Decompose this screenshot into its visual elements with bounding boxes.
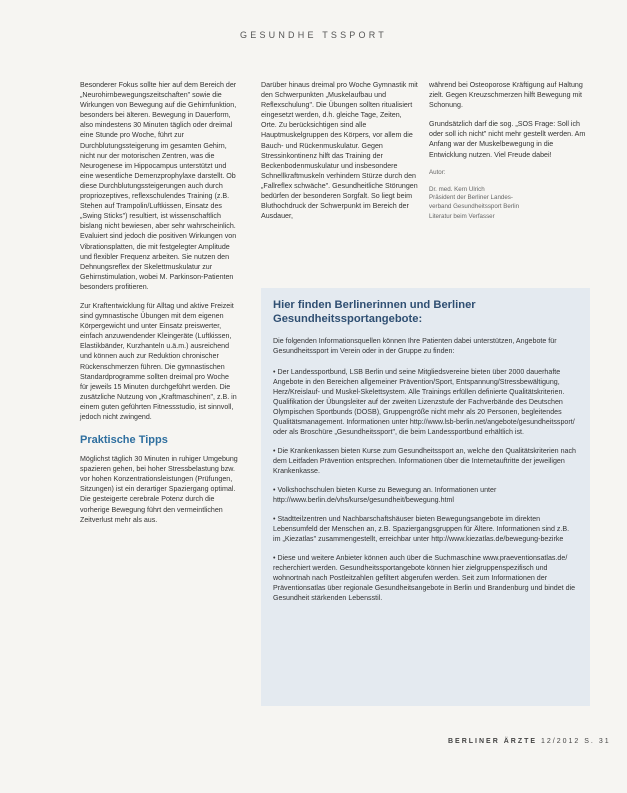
running-header: GESUNDHE TSSPORT xyxy=(240,30,387,40)
paragraph: Möglichst täglich 30 Minuten in ruhiger Umgebung spazieren gehen, bei hoher Stressbelastung bzw. vor hohen Konzentrationsleistungen (Prüfungen, Sitzungen) ist ein derartiger Spaziergang optimal. Die gesteigerte cerebrale Potenz durch die vorherige Bewegung führt den vermeintlichen Zeitverlust mehr als aus. xyxy=(80,455,238,524)
info-box-intro: Die folgenden Informationsquellen können Ihre Patienten dabei unterstützen, Angebote für Gesundheitssport im Verein oder in der Gruppe zu finden: xyxy=(273,337,557,355)
article-column-3 xyxy=(429,80,589,221)
info-box-item: • Diese und weitere Anbieter können auch über die Suchmaschine www.praeventionsatlas.de/ recherchiert werden. Gesundheitssportangebote können hier zielgruppenspezifisch und wohnortnah nach Postleitzahlen gefiltert abgerufen werden. Seit zum Informationen der Präventionsatlas über regionale Gesundheitsangebote in Berlin und Brandenburg und bindet die Gesundheit stärkenden Lebensstil. xyxy=(273,554,576,602)
paragraph: Darüber hinaus dreimal pro Woche Gymnastik mit den Schwerpunkten „Muskelaufbau und Reflexschulung". Die Übungen sollten ritualisiert eingesetzt werden, d.h. gleiche Tage, Zeiten, Orte. Zu berücksichtigen sind alle Hauptmuskelgruppen des Körpers, vor allem die Bauch- und Rückenmuskulatur. Gegen Stressinkontinenz hilft das Training der Beckenbodenmuskulatur und insbesondere Schnellkraftmuskeln verhindern Stürze durch den „Fallreflex schwäche". Gesundheitliche Störungen bedürfen der besonderen Sorgfalt. So liegt beim Bluthochdruck der Schwerpunkt im Bereich der Ausdauer, xyxy=(261,81,418,221)
info-box xyxy=(261,288,590,706)
section-heading-praktische-tipps: Praktische Tipps xyxy=(80,434,168,447)
info-box-item: • Volkshochschulen bieten Kurse zu Bewegung an. Informationen unter http://www.berlin.de/vhs/kurse/gesundheit/bewegung.html xyxy=(273,486,497,504)
author-line: Dr. med. Kern Ulrich xyxy=(429,185,485,193)
paragraph: Zur Kraftentwicklung für Alltag und aktive Freizeit sind gymnastische Übungen mit dem eigenen Körpergewicht und unter Einsatz preiswerter, einfach anzuwendender Kleingeräte (Luftkissen, Elastikbänder, Kurzhanteln u.ä.m.) ausreichend und können auch zur Reduktion chronischer Rückenschmerzen führen. Die gymnastischen Standardprogramme sollten dreimal pro Woche für jeweils 15 Minuten durchgeführt werden. Die zusätzliche Nutzung von „Kraftmaschinen", z.B. in einem guten geführten Fitnessstudio, ist sinnvoll, jedoch nicht zwingend. xyxy=(80,301,237,421)
info-box-item: • Die Krankenkassen bieten Kurse zum Gesundheitssport an, welche den Qualitätskriterien nach dem Leitfaden Prävention entsprechen. Informationen über die Internetauftritte der jeweiligen Krankenkasse. xyxy=(273,447,576,475)
paragraph: während bei Osteoporose Kräftigung auf Haltung zielt. Gegen Kreuzschmerzen hilft Bewegung mit Schonung. xyxy=(429,81,583,110)
info-box-title: Hier finden Berlinerinnen und Berliner Gesundheitssportangebote: xyxy=(273,299,476,325)
author-line: Literatur beim Verfasser xyxy=(429,212,495,220)
author-line: Präsident der Berliner Landes- xyxy=(429,194,513,202)
paragraph: Grundsätzlich darf die sog. „SOS Frage: Soll ich oder soll ich nicht" nicht mehr gestellt werden. Am Anfang war der Muskelbewegung in die Entwicklung nutzen. Viel Freude dabei! xyxy=(429,120,586,159)
page-footer xyxy=(448,738,611,745)
article-column-2 xyxy=(261,80,419,230)
article-column-1 xyxy=(80,80,238,534)
info-box-item: • Der Landessportbund, LSB Berlin und seine Mitgliedsvereine bieten über 2000 dauerhafte Angebote in den Bereichen allgemeiner Prävention/Sport, Entspannung/Stressbewältigung, Herz/Kreislauf- und Muskel-Skelettsystem. Alle Trainings erfüllen definierte Qualitätskriterien. Qualifikation der Übungsleiter auf der zweiten Lizenzstufe der Fachverbände des Deutschen Olympischen Sportbunds (DOSB), Gruppengröße nicht mehr als 20 Personen, begleitendes Qualitätsmanagement. Informationen unter http://www.lsb-berlin.net/angebote/gesundheitssport/ oder als Broschüre „Gesundheitssport", die beim Landessportbund erhältlich ist. xyxy=(273,368,575,436)
footer-issue: 12/2012 S. 31 xyxy=(541,738,611,745)
paragraph: Besonderer Fokus sollte hier auf dem Bereich der „Neurohirnbewegungszeitschaften" sowie die Wirkungen von Bewegung auf die Gehirnfunktion, besonders bei älteren. Bewegung in Dauerform, also mindestens 30 Minuten täglich oder dreimal eine Stunde pro Woche, führt zur Durchblutungssteigerung im gesamten Gehirn, nicht nur der motorischen Zentren, was die Neurogenese im Hippocampus unterstützt und eine wesentliche Demenzprophylaxe darstellt. Ob diese Durchblutungssteigerungen auch durch propriozeptives, reflexschulendes Training (z.B. Stehen auf Trampolin/Luftkissen, Einsatz des „Swing Sticks") resultiert, ist wissenschaftlich bislang nicht bewiesen, aber sehr wahrscheinlich. Evaluiert sind jedoch die positiven Wirkungen von Vibrationsplatten, die mit festgelegter Amplitude und flexibler Frequenz arbeiten. Sie nutzen den Dehnungsreflex der Skelettmuskulatur zur Gehirnstimulation, wobei M. Parkinson-Patienten besonders profitieren. xyxy=(80,81,237,291)
footer-brand: BERLINER ÄRZTE xyxy=(448,738,538,745)
author-line: verband Gesundheitssport Berlin xyxy=(429,202,520,210)
author-notes xyxy=(429,169,589,221)
info-box-item: • Stadtteilzentren und Nachbarschaftshäuser bieten Bewegungsangebote im direkten Lebensumfeld der Menschen an, z.B. Spaziergangsgruppen für Ältere. Informationen sind z.B. im „Kiezatlas" zusammengestellt, erreichbar unter http://www.kiezatlas.de/bewegung-bezirke xyxy=(273,515,570,543)
author-label: Autor: xyxy=(429,168,446,176)
